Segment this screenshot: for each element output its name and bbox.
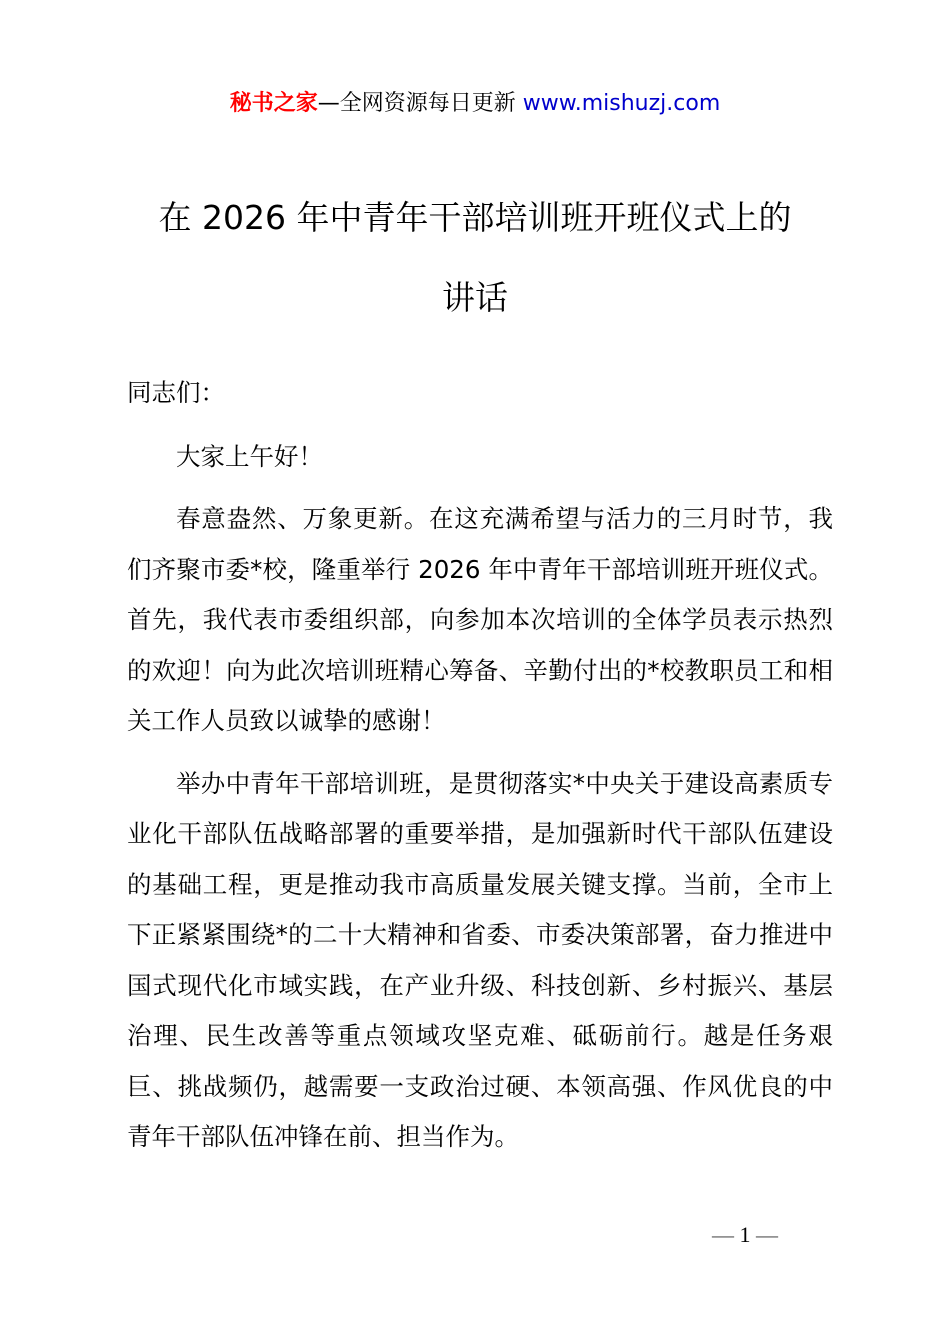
salutation: 同志们： [127, 378, 225, 407]
document-body [127, 368, 833, 1175]
page-number [712, 1222, 778, 1248]
paragraph-purpose: 举办中青年干部培训班，是贯彻落实*中央关于建设高素质专业化干部队伍战略部署的重要举措，是加强新时代干部队伍建设的基础工程，更是推动我市高质量发展关键支撑。当前，全市上下正紧紧围绕*的二十大精神和省委、市委决策部署，奋力推进中国式现代化市域实践，在产业升级、科技创新、乡村振兴、基层治理、民生改善等重点领域攻坚克难、砥砺前行。越是任务艰巨、挑战频仍，越需要一支政治过硬、本领高强、作风优良的中青年干部队伍冲锋在前、担当作为。 [127, 768, 833, 1151]
page-dash-left: — [712, 1222, 734, 1247]
title-line-2: 讲话 [442, 278, 508, 317]
site-url-link[interactable]: www.mishuzj.com [522, 91, 721, 116]
paragraph-opening: 春意盎然、万象更新。在这充满希望与活力的三月时节，我们齐聚市委*校，隆重举行 2026 年中青年干部培训班开班仪式。首先，我代表市委组织部，向参加本次培训的全体学员表示热烈的欢迎！向为此次培训班精心筹备、辛勤付出的*校教职员工和相关工作人员致以诚挚的感谢！ [127, 504, 833, 735]
page-dash-right: — [756, 1222, 778, 1247]
title-line-1: 在 2026 年中青年干部培训班开班仪式上的 [158, 198, 792, 237]
page-number-value: 1 [739, 1222, 751, 1247]
document-title [110, 178, 840, 338]
brand-name: 秘书之家 [229, 91, 318, 116]
header-tagline: —全网资源每日更新 [317, 91, 516, 116]
page-header [0, 88, 950, 120]
paragraph-greeting: 大家上午好！ [176, 441, 323, 471]
